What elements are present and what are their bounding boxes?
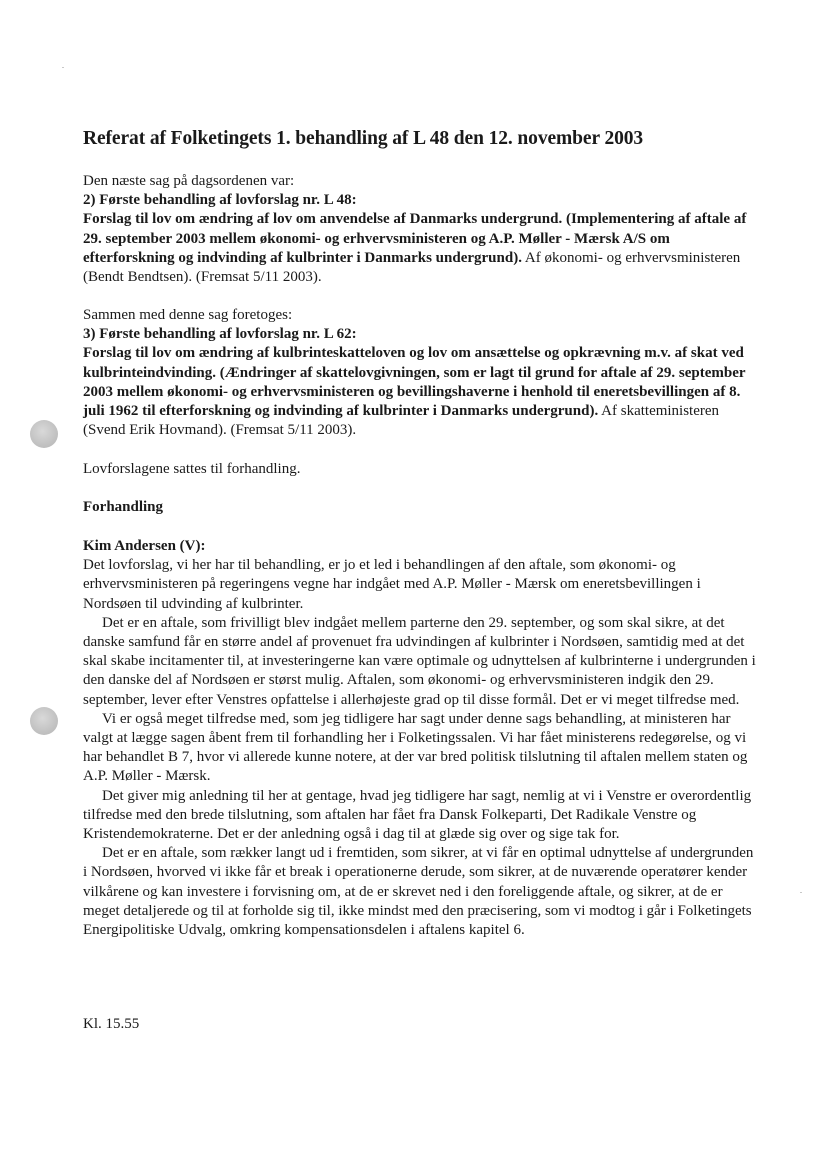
- agenda-intro: Den næste sag på dagsordenen var:: [83, 173, 295, 189]
- section-heading-block: [83, 498, 758, 517]
- agenda-status-text: Lovforslagene sattes til forhandling.: [83, 461, 301, 477]
- speech-paragraph-2: Det er en aftale, som frivilligt blev indgået mellem parterne den 29. september, og som skal sikre, at det danske samfund får en større andel af provenuet fra udvindingen af kulbrinter i Nordsøen, samtidig med at det skal skabe incitamenter til, at investeringerne kan være optimale og udnyttelsen af kulbrinterne i undergrunden i den danske del af Nordsøen er størst mulig. Aftalen, som økonomi- og erhvervsministeren indgik den 29. september, lever efter Venstres opfattelse i allerhøjeste grad op til disse formål. Det er vi meget tilfredse med.: [83, 614, 756, 708]
- agenda-item-2-heading: 2) Første behandling af lovforslag nr. L 48:: [83, 192, 357, 209]
- speech-paragraph-1: Det lovforslag, vi her har til behandling, er jo et led i behandlingen af den aftale, som økonomi- og erhvervsministeren på regeringens vegne har indgået med A.P. Møller - Mærsk om eneretsbevillingen i Nordsøen til udvinding af kulbrinter.: [83, 557, 701, 612]
- time-stamp-block: [83, 1015, 758, 1034]
- scan-speck: [62, 67, 64, 68]
- time-stamp: Kl. 15.55: [83, 1016, 140, 1032]
- agenda-item-2-bold: Forslag til lov om ændring af lov om anvendelse af Danmarks undergrund. (Implementering af aftale af 29. september 2003 mellem økonomi- og erhvervsministeren og A.P. Møller - Mærsk A/S om efterforskning og indvinding af kulbrinter i Danmarks undergrund).: [83, 211, 747, 266]
- speech-paragraph-5: Det er en aftale, som rækker langt ud i fremtiden, som sikrer, at vi får en optimal udnyttelse af undergrunden i Nordsøen, hvorved vi ikke får et break i operationerne derude, som sikrer, at de nuværende operatører kender vilkårene og kan investere i forvisning om, at de er skrevet ned i den foreliggende aftale, og sikrer, at de er meget detaljerede og til at forholde sig til, ikke mindst med den præcisering, som vi modtog i går i Folketingets Energipolitiske Udvalg, omkring kompensationsdelen i aftalens kapitel 6.: [83, 845, 754, 939]
- speech-paragraph-3: Vi er også meget tilfredse med, som jeg tidligere har sagt under denne sags behandling, at ministeren har valgt at lægge sagen åbent frem til forhandling her i Folketingssalen. Vi har fået ministerens redegørelse, og vi har behandlet B 7, hvor vi allerede kunne notere, at der var bred politisk tilslutning til aftalen mellem staten og A.P. Møller - Mærsk.: [83, 710, 748, 785]
- agenda-item-3-normal: Af skatteministeren (Svend Erik Hovmand). (Fremsat 5/11 2003).: [83, 403, 720, 439]
- agenda-item-3-bold: Forslag til lov om ændring af kulbrinteskatteloven og lov om ansættelse og opkrævning m.v. af skat ved kulbrinteindvinding. (Ændringer af skattelovgivningen, som er lagt til grund for aftale af 29. september 2003 mellem økonomi- og erhvervsministeren og bevillingshaverne i henhold til eneretsbevillingen af 8. juli 1962 til efterforskning og indvinding af kulbrinter i Danmarks undergrund).: [83, 345, 746, 420]
- speaker-name: Kim Andersen (V):: [83, 538, 206, 554]
- agenda-item-2-text: [83, 210, 758, 287]
- agenda-item-2: [83, 172, 758, 287]
- section-heading: Forhandling: [83, 499, 164, 515]
- agenda-item-3-text: [83, 344, 758, 440]
- agenda-together: Sammen med denne sag foretoges:: [83, 307, 293, 323]
- speech-paragraph-4: Det giver mig anledning til her at gentage, hvad jeg tidligere har sagt, nemlig at vi i Venstre er overordentlig tilfredse med den brede tilslutning, som aftalen har fået fra Dansk Folkeparti, Det Radikale Venstre og Kristendemokraterne. Det er der anledning også i dag til at glæde sig over og sige tak for.: [83, 787, 752, 843]
- speech: [83, 537, 758, 940]
- agenda-item-2-normal: Af økonomi- og erhvervsministeren (Bendt Bendtsen). (Fremsat 5/11 2003).: [83, 249, 741, 286]
- agenda-item-3: [83, 306, 758, 440]
- scan-speck: [800, 892, 802, 893]
- document-title: Referat af Folketingets 1. behandling af L 48 den 12. november 2003: [83, 128, 644, 149]
- punch-hole-top: [30, 420, 58, 448]
- agenda-item-3-heading: 3) Første behandling af lovforslag nr. L 62:: [83, 326, 357, 343]
- agenda-status: [83, 460, 758, 479]
- punch-hole-bottom: [30, 707, 58, 735]
